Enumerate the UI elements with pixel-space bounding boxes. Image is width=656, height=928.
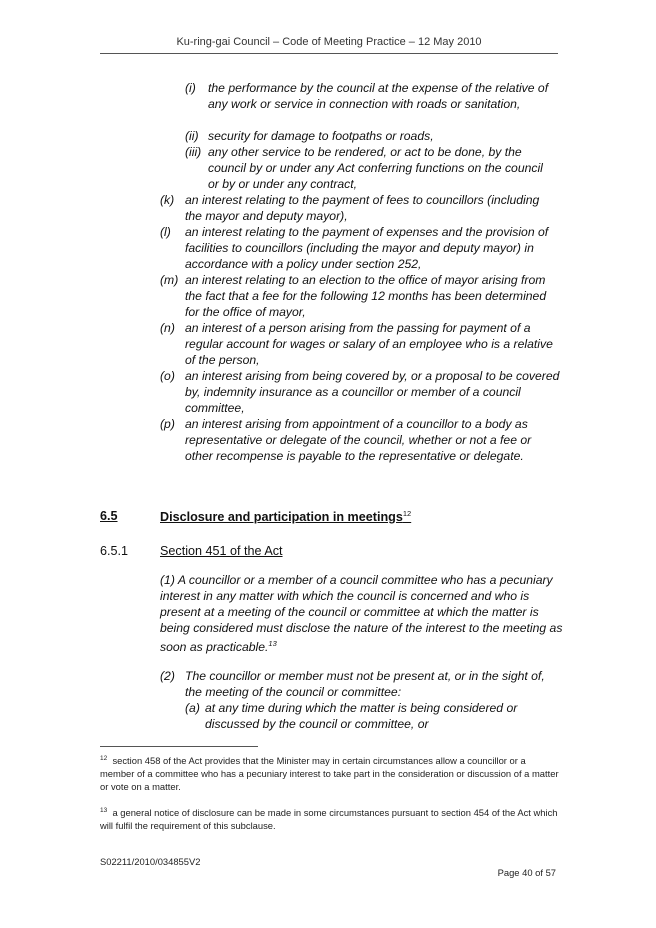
subitem-iii	[185, 144, 550, 192]
paragraph-2a	[185, 700, 560, 732]
paragraph-2a-label: (a)	[185, 701, 200, 715]
item-label: (o)	[160, 369, 175, 383]
subitem-text: security for damage to footpaths or roads,	[208, 129, 434, 143]
item-l	[160, 224, 558, 272]
paragraph-2-text: The councillor or member must not be present at, or in the sight of, the meeting of the council or committee:	[185, 669, 545, 699]
paragraph-1	[160, 572, 570, 655]
item-p	[160, 416, 558, 464]
subitem-label: (iii)	[185, 145, 202, 159]
footnote-ref-13: 13	[268, 639, 277, 648]
item-text: an interest of a person arising from the passing for payment of a regular account for wages or salary of an employee who is a relative of the person,	[185, 321, 553, 367]
footnote-text: a general notice of disclosure can be made in some circumstances pursuant to section 454 of the Act which will fulfil the requirement of this subclause.	[100, 807, 558, 832]
paragraph-1-text: (1) A councillor or a member of a council committee who has a pecuniary interest in any matter with which the council is concerned and who is present at a meeting of the council or committee at which the matter is being considered must disclose the nature of the interest to the meeting as soon as practicable.	[160, 573, 563, 655]
item-text: an interest relating to the payment of expenses and the provision of facilities to councillors (including the mayor and deputy mayor) in accordance with a policy under section 252,	[185, 225, 549, 271]
document-id: S02211/2010/034855V2	[100, 856, 201, 867]
item-k	[160, 192, 558, 224]
footnote-13	[100, 804, 562, 832]
subitem-i	[185, 80, 550, 112]
header-divider	[100, 53, 558, 54]
footnote-12	[100, 752, 562, 793]
footnote-number: 12	[100, 755, 108, 762]
page-number: Page 40 of 57	[497, 867, 556, 878]
paragraph-2a-text: at any time during which the matter is being considered or discussed by the council or committee, or	[205, 701, 518, 731]
item-label: (m)	[160, 273, 179, 287]
subitem-text: any other service to be rendered, or act to be done, by the council by or under any Act conferring functions on the council or by or under any contract,	[208, 145, 543, 191]
section-title-text: Disclosure and participation in meetings	[160, 510, 403, 525]
footnote-divider	[100, 746, 258, 747]
subsection-title: Section 451 of the Act	[160, 544, 283, 558]
section-number: 6.5	[100, 509, 118, 523]
paragraph-2	[160, 668, 558, 700]
item-label: (l)	[160, 225, 171, 239]
footnote-text: section 458 of the Act provides that the Minister may in certain circumstances allow a councillor or a member of a committee who has a pecuniary interest to take part in the consideration or discussion of a matter or vote on a matter.	[100, 755, 559, 793]
item-text: an interest relating to an election to the office of mayor arising from the fact that a fee for the following 12 months has been determined for the office of mayor,	[185, 273, 547, 319]
footnote-number: 13	[100, 807, 108, 814]
item-text: an interest arising from being covered by, or a proposal to be covered by, indemnity insurance as a councillor or member of a council committee,	[185, 369, 560, 415]
footnote-ref-12: 12	[402, 509, 412, 518]
subitem-label: (ii)	[185, 129, 199, 143]
item-label: (k)	[160, 193, 175, 207]
item-label: (p)	[160, 417, 175, 431]
subsection-number: 6.5.1	[100, 544, 129, 558]
item-o	[160, 368, 565, 416]
subitem-text: the performance by the council at the expense of the relative of any work or service in connection with roads or sanitation,	[208, 81, 549, 111]
item-text: an interest arising from appointment of a councillor to a body as representative or delegate of the council, whether or not a fee or other recompense is payable to the representative or delegate.	[185, 417, 532, 463]
item-n	[160, 320, 558, 368]
subitem-label: (i)	[185, 81, 196, 95]
subitem-ii	[185, 128, 550, 144]
page-header: Ku-ring-gai Council – Code of Meeting Practice – 12 May 2010	[176, 36, 482, 48]
item-label: (n)	[160, 321, 175, 335]
item-m	[160, 272, 558, 320]
item-text: an interest relating to the payment of fees to councillors (including the mayor and deputy mayor),	[185, 193, 540, 223]
section-title	[160, 509, 411, 524]
paragraph-2-label: (2)	[160, 669, 175, 683]
